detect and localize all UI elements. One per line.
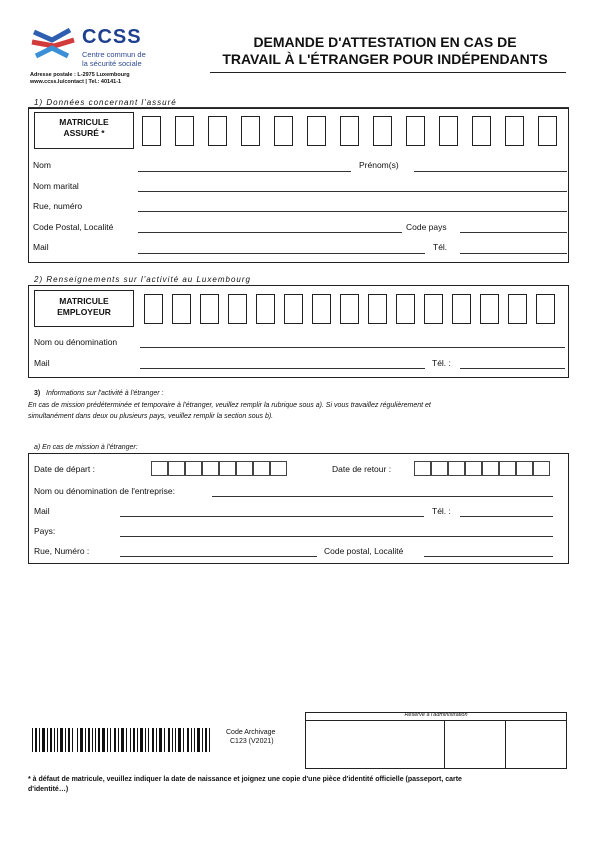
admin-reserved-header-rule	[305, 720, 567, 721]
etranger-rue-field[interactable]	[120, 556, 317, 557]
logo-text: CCSS	[82, 26, 142, 48]
code-postal-field[interactable]	[138, 232, 402, 233]
etranger-mail-field[interactable]	[120, 516, 424, 517]
footnote-line-2: d'identité…)	[28, 786, 69, 793]
mail-field[interactable]	[138, 253, 425, 254]
nom-label: Nom	[33, 160, 51, 170]
page-title-line1: DEMANDE D'ATTESTATION EN CAS DE	[253, 34, 517, 50]
rue-field[interactable]	[138, 211, 567, 212]
entreprise-label: Nom ou dénomination de l'entreprise:	[34, 486, 176, 496]
page-title-line2: TRAVAIL À L'ÉTRANGER POUR INDÉPENDANTS	[222, 51, 548, 67]
employeur-tel-field[interactable]	[460, 368, 565, 369]
nom-denomination-label: Nom ou dénomination	[34, 337, 118, 347]
code-pays-label: Code pays	[406, 222, 447, 232]
ccss-logo	[30, 26, 78, 60]
employeur-mail-label: Mail	[34, 358, 50, 368]
etranger-tel-label: Tél. :	[432, 506, 451, 516]
nom-marital-field[interactable]	[138, 191, 567, 192]
nom-denomination-field[interactable]	[140, 347, 565, 348]
entreprise-field[interactable]	[212, 496, 553, 497]
section1-heading: 1) Données concernant l'assuré	[34, 98, 177, 107]
etranger-code-postal-field[interactable]	[424, 556, 553, 557]
admin-reserved-label: Réservé à l'administration	[404, 712, 468, 718]
pays-field[interactable]	[120, 536, 553, 537]
admin-divider-2	[505, 720, 506, 769]
section3a-heading: a) En cas de mission à l'étranger:	[34, 444, 138, 451]
mail-label: Mail	[33, 242, 49, 252]
rue-label: Rue, numéro	[33, 201, 83, 211]
code-pays-field[interactable]	[460, 232, 567, 233]
code-archivage-value: C123 (V2021)	[230, 738, 274, 745]
etranger-code-postal-label: Code postal, Localité	[324, 546, 404, 556]
matricule-employeur-label-2: EMPLOYEUR	[57, 307, 111, 317]
section3-heading: Informations sur l'activité à l'étranger :	[46, 390, 164, 397]
prenom-label: Prénom(s)	[359, 160, 399, 170]
section3-number: 3)	[34, 390, 41, 397]
logo-subtitle-2: la sécurité sociale	[82, 59, 142, 68]
section2-heading: 2) Renseignements sur l'activité au Luxembourg	[34, 275, 251, 284]
postal-address: Adresse postale : L-2975 Luxembourg	[30, 72, 130, 78]
date-retour-label: Date de retour :	[332, 464, 392, 474]
tel-label: Tél.	[433, 242, 448, 252]
etranger-mail-label: Mail	[34, 506, 50, 516]
section3-text-1: En cas de mission prédéterminée et temporaire à l'étranger, veuillez remplir la rubrique sous a). Si vous travaillez régulièrement et	[28, 402, 431, 409]
date-depart-label: Date de départ :	[34, 464, 95, 474]
prenom-field[interactable]	[414, 171, 567, 172]
nom-field[interactable]	[138, 171, 351, 172]
pays-label: Pays:	[34, 526, 56, 536]
etranger-rue-label: Rue, Numéro :	[34, 546, 90, 556]
employeur-mail-field[interactable]	[140, 368, 425, 369]
nom-marital-label: Nom marital	[33, 181, 79, 191]
matricule-assure-label-2: ASSURÉ *	[63, 128, 105, 138]
section3-text-2: simultanément dans deux ou plusieurs pays, veuillez remplir la section sous b).	[28, 413, 274, 420]
code-postal-label: Code Postal, Localité	[33, 222, 114, 232]
barcode	[32, 728, 210, 752]
admin-divider-1	[444, 720, 445, 769]
matricule-assure-label-1: MATRICULE	[59, 117, 109, 127]
footnote-line-1: * à défaut de matricule, veuillez indiquer la date de naissance et joignez une copie d'une pièce d'identité officielle (passeport, carte	[28, 776, 462, 783]
contact-info: www.ccss.lu/contact | Tel.: 40141-1	[30, 79, 122, 85]
etranger-tel-field[interactable]	[460, 516, 553, 517]
matricule-employeur-label-1: MATRICULE	[59, 296, 109, 306]
employeur-tel-label: Tél. :	[432, 358, 451, 368]
code-archivage-label: Code Archivage	[226, 729, 276, 736]
logo-subtitle-1: Centre commun de	[82, 50, 146, 59]
tel-field[interactable]	[460, 253, 567, 254]
title-underline	[210, 72, 566, 73]
